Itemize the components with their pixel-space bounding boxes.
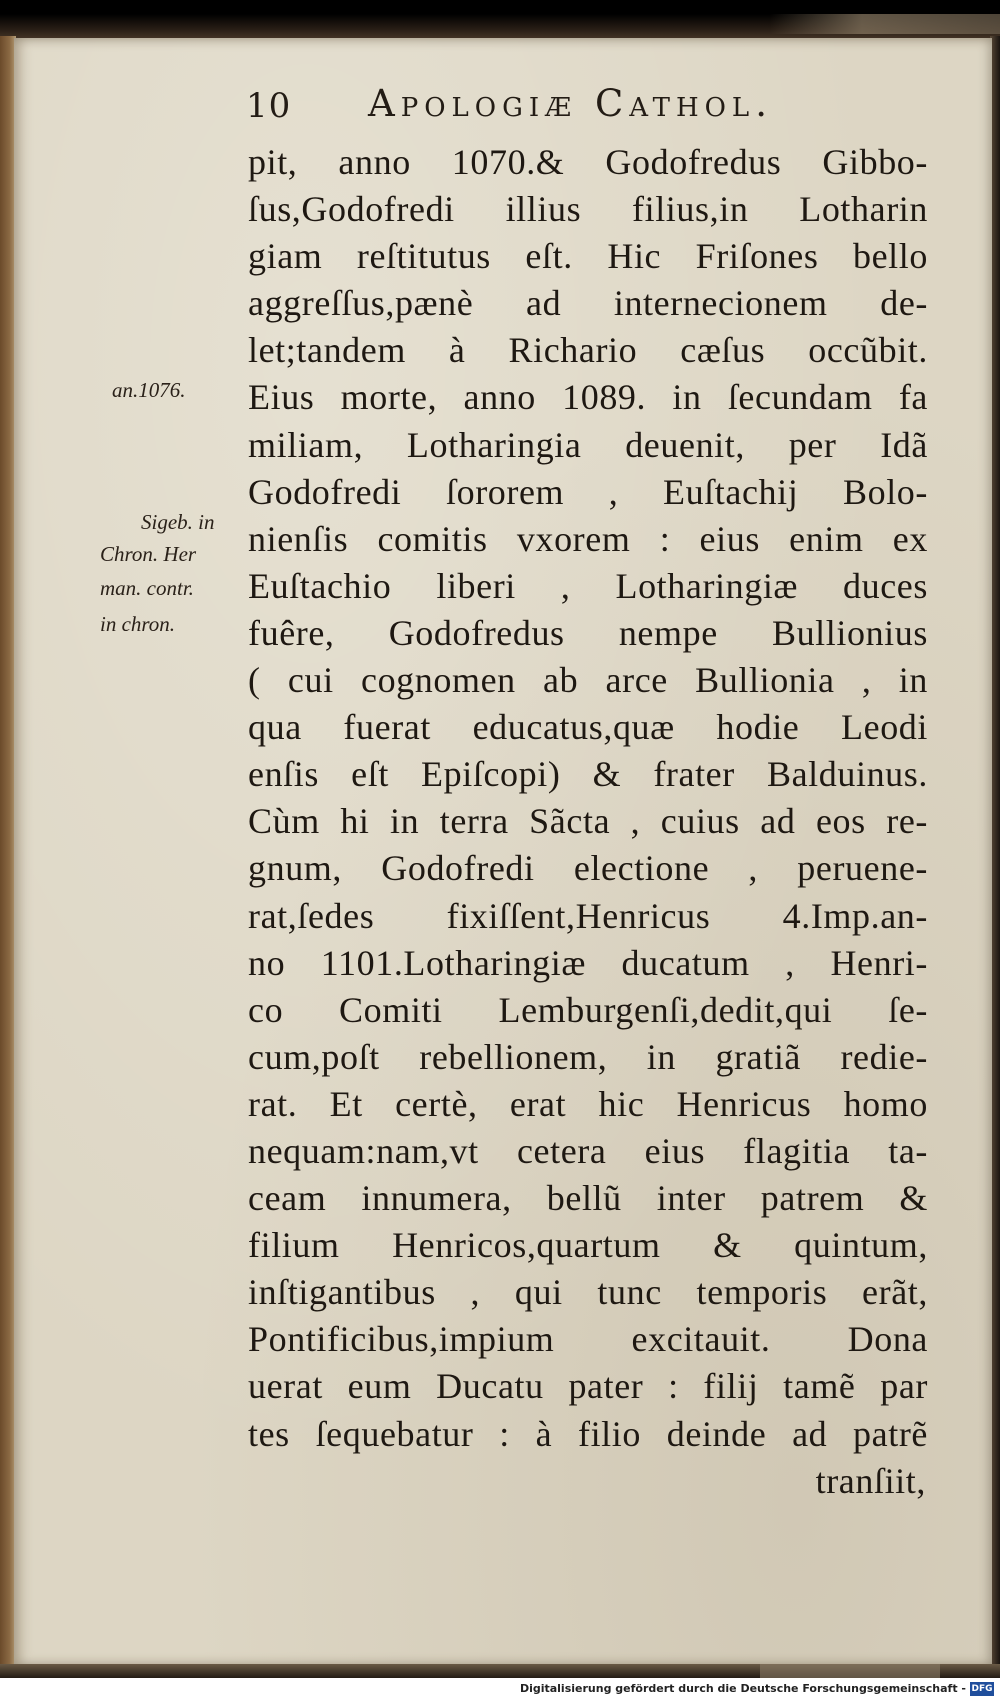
torn-bottom [760,1664,940,1678]
text-line: uerat eum Ducatu pater : filij tamẽ par [248,1366,928,1407]
text-line: aggreſſus,pænè ad internecionem de- [248,283,928,324]
text-line: gnum, Godofredi electione , peruene- [248,848,928,889]
text-line: rat. Et certè, erat hic Henricus homo [248,1083,928,1124]
torn-corner [770,14,1000,34]
text-line: Godofredi ſororem , Euſtachij Bolo- [248,471,928,512]
text-line: no 1101.Lotharingiæ ducatum , Henri- [248,942,928,983]
text-line: giam reſtitutus eſt. Hic Friſones bello [248,236,928,277]
page-number: 10 [246,86,292,126]
bottom-page-edge [0,1664,1000,1678]
text-line: inſtigantibus , qui tunc temporis erãt, [248,1272,928,1313]
text-line: pit, anno 1070.& Godofredus Gibbo- [248,142,928,182]
text-line: Eius morte, anno 1089. in ſecundam fa [248,377,928,418]
footer-credit: Digitalisierung gefördert durch die Deutsche Forschungsgemeinschaft - [519,1682,966,1695]
text-line: Pontificibus,impium excitauit. Dona [248,1319,928,1360]
text-line: co Comiti Lemburgenſi,dedit,qui ſe- [248,989,928,1030]
running-head [246,82,896,128]
text-line: nequam:nam,vt cetera eius flagitia ta- [248,1130,928,1171]
text-line: Cùm hi in terra Sãcta , cuius ad eos re- [248,801,928,842]
text-line: ſus,Godofredi illius filius,in Lotharin [248,189,928,230]
text-line: nienſis comitis vxorem : eius enim ex [248,518,928,559]
text-line: qua fuerat educatus,quæ hodie Leodi [248,707,928,748]
margin-note-source: Sigeb. in [141,510,215,534]
dfg-logo: DFG [971,1684,993,1694]
text-line: let;tandem à Richario cæſus occũbit. [248,330,928,371]
text-line: ( cui cognomen ab arce Bullionia , in [248,660,928,701]
text-line: Euſtachio liberi , Lotharingiæ duces [248,565,928,606]
text-line: cum,poſt rebellionem, in gratiã redie- [248,1036,928,1077]
margin-note-source: Chron. Her [100,542,197,566]
text-line: fuêre, Godofredus nempe Bullionius [248,612,928,653]
catchword-line: tranſiit, [815,1460,926,1501]
text-line: enſis eſt Epiſcopi) & frater Balduinus. [248,754,928,795]
text-line: ceam innumera, bellũ inter patrem & [248,1178,928,1219]
text-line: rat,ſedes fixiſſent,Henricus 4.Imp.an- [248,895,928,936]
margin-note-source: man. contr. [100,576,194,600]
margin-note-source: in chron. [100,612,176,636]
text-line: miliam, Lotharingia deuenit, per Idã [248,424,928,465]
margin-note-year: an.1076. [112,378,186,402]
text-line: filium Henricos,quartum & quintum, [248,1225,928,1266]
digitization-footer [0,1678,1000,1700]
text-line: tes ſequebatur : à filio deinde ad patrẽ [248,1413,928,1454]
running-title: Apologiæ Cathol. [368,82,773,125]
body-text [248,139,928,1505]
